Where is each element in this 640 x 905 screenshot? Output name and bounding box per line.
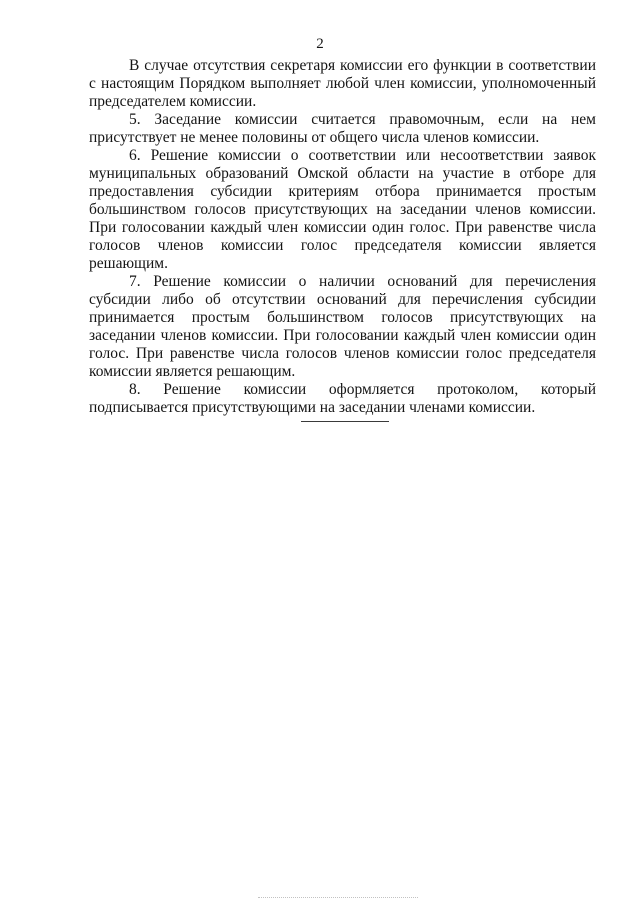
paragraph-8-protocol: 8. Решение комиссии оформляется протоколом, который подписывается присутствующими на заседании членами комиссии.: [89, 381, 596, 416]
page-number: 2: [316, 36, 324, 52]
document-body: [89, 57, 596, 417]
paragraph-7-transfer-decision: 7. Решение комиссии о наличии оснований для перечисления субсидии либо об отсутствии оснований для перечисления субсидии принимается простым большинством голосов присутствующих на заседании членов комиссии. При голосовании каждый член комиссии один голос. При равенстве числа голосов членов комиссии голос председателя комиссии является решающим.: [89, 273, 596, 380]
paragraph-secretary-substitute: В случае отсутствия секретаря комиссии его функции в соответствии с настоящим Порядком выполняет любой член комиссии, уполномоченный председателем комиссии.: [89, 57, 596, 110]
scan-artifact: [258, 897, 418, 902]
end-of-text-separator: [301, 421, 389, 422]
paragraph-6-application-decision: 6. Решение комиссии о соответствии или несоответствии заявок муниципальных образований Омской области на участие в отборе для предоставления субсидии критериям отбора принимается простым большинством голосов присутствующих на заседании членов комиссии. При голосовании каждый член комиссии один голос. При равенстве числа голосов членов комиссии голос председателя комиссии является решающим.: [89, 147, 596, 272]
paragraph-5-quorum: 5. Заседание комиссии считается правомочным, если на нем присутствует не менее половины от общего числа членов комиссии.: [89, 111, 596, 146]
